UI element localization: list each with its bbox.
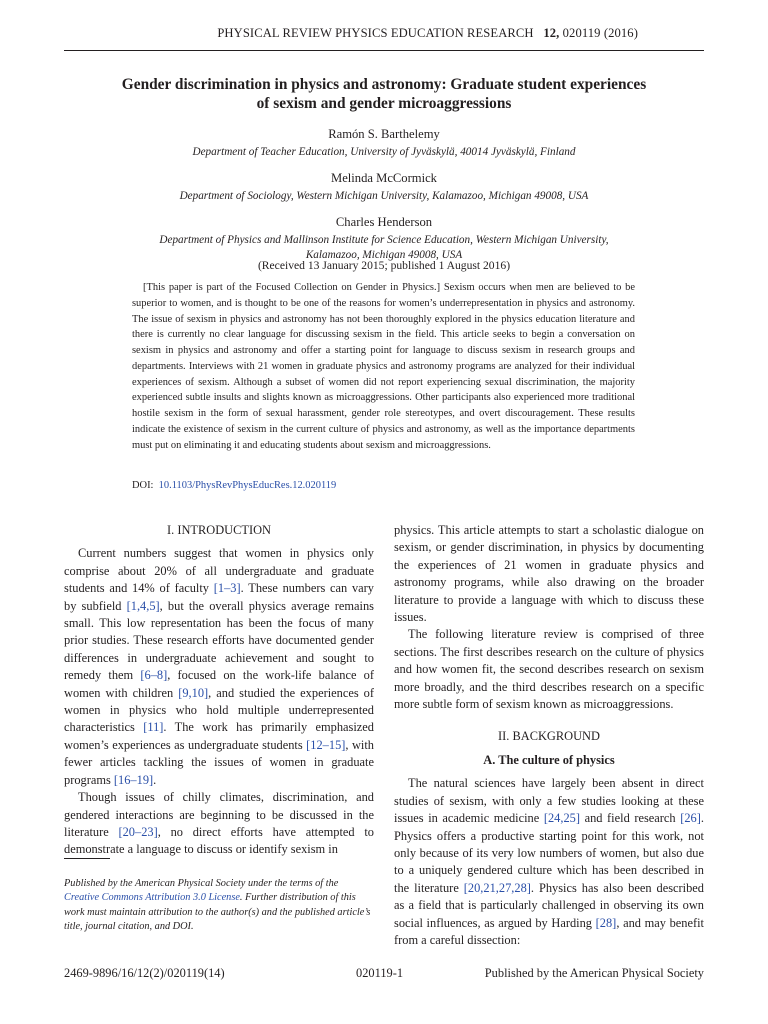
culture-paragraph — [394, 775, 704, 949]
intro-continuation: physics. This article attempts to start a scholastic dialogue on sexism, or gender discrimination, in physics by documenting the experiences of 21 women in graduate physics and astronomy programs, while also drawing on the broader literature to provide a language with which to discuss these issues. — [394, 523, 704, 625]
subsection-heading-culture: A. The culture of physics — [483, 752, 615, 767]
section-heading-introduction: I. INTRODUCTION — [167, 523, 271, 537]
footnote-rule — [64, 858, 110, 859]
reference-link[interactable]: [6–8] — [140, 668, 168, 683]
author-name: Ramón S. Barthelemy — [328, 127, 440, 141]
received-dates: (Received 13 January 2015; published 1 August 2016) — [257, 259, 511, 272]
body-text: The natural sciences have largely been absent in direct studies of sexism, with only a few studies looking at these issues in academic medicine — [394, 776, 704, 826]
section-heading-background: II. BACKGROUND — [498, 729, 600, 744]
author-name: Charles Henderson — [335, 215, 433, 229]
doi-link[interactable]: 10.1103/PhysRevPhysEducRes.12.020119 — [158, 480, 337, 491]
author-name: Melinda McCormick — [331, 171, 437, 185]
journal-name: PHYSICAL REVIEW PHYSICS EDUCATION RESEARCH — [217, 26, 534, 40]
body-text: Published by the American Physical Society under the terms of the — [64, 878, 339, 889]
reference-link[interactable]: [28] — [595, 915, 617, 930]
reference-link[interactable]: [9,10] — [178, 685, 209, 700]
intro-paragraph — [64, 789, 374, 859]
reference-link[interactable]: Creative Commons Attribution 3.0 License — [64, 892, 240, 904]
body-text: , with fewer articles tackling the issues of women in graduate programs — [64, 737, 374, 787]
body-text: , focused on the work-life balance of women with children — [64, 668, 375, 700]
body-text: . The work has primarily emphasized women’s experiences as undergraduate students — [64, 720, 374, 752]
reference-link[interactable]: [1,4,5] — [126, 598, 160, 613]
body-text: . Physics has also been described as a field that is particularly challenged in observing its own social influences, as argued by Harding — [394, 880, 704, 930]
doi-label: DOI: — [132, 480, 154, 491]
body-text: . Further distribution of this work must maintain attribution to the author(s) and the published article’s title, journal citation, and DOI. — [64, 892, 371, 932]
abstract — [132, 280, 635, 453]
abstract-text: [This paper is part of the Focused Collection on Gender in Physics.] Sexism occurs when men are believed to be superior to women, and is thought to be one of the reasons for women’s underrepresentation in physics and astronomy. The issue of sexism in physics and astronomy has not been thoroughly explored in the physics education literature and there is currently no clear language for discussing sexism in the field. This article seeks to begin a conversation on sexism in physics and astronomy and offer a starting point for language to discuss sexism in research groups and departments. Interviews with 21 women in graduate physics and astronomy programs are analyzed for their individual experiences of sexism. Although a subset of women did not report experiencing sexual discrimination, the majority experienced subtle insults and slights known as microaggressions. Other participants also experienced more traditional hostile sexism in the form of sexual harassment, gender role stereotypes, and overt discouragement. These results indicate the existence of sexism in the current culture of physics and astronomy, as well as the importance departments must put on eliminating it and educating students about sexism and microaggressions. — [132, 282, 635, 451]
review-paragraph: The following literature review is comprised of three sections. The first describes research on the culture of physics and how women fit, the second describes research on sexism more broadly, and the third describes research on a specific more subtle form of sexism known as microaggressions. — [394, 627, 704, 712]
body-text: , and may benefit from a careful dissection: — [394, 915, 704, 947]
article-info: 020119 (2016) — [562, 26, 638, 40]
reference-link[interactable]: [11] — [143, 720, 164, 735]
reference-link[interactable]: [16–19] — [113, 772, 154, 787]
doi-line — [132, 480, 336, 491]
reference-link[interactable]: [12–15] — [306, 737, 346, 752]
body-text: . These numbers can vary by subfield — [64, 581, 375, 613]
reference-link[interactable]: [20,21,27,28] — [463, 880, 531, 895]
author-affiliation: Department of Physics and Mallinson Institute for Science Education, Western Michigan University, Kalamazoo, Michigan 49008, USA — [159, 234, 609, 261]
reference-link[interactable]: [20–23] — [118, 824, 158, 839]
body-text: Current numbers suggest that women in physics only comprise about 20% of all undergraduate and graduate students and 14% of faculty — [64, 546, 374, 596]
left-column — [64, 522, 374, 859]
header-rule — [64, 50, 704, 51]
volume-number: 12, — [543, 26, 560, 40]
footer-publisher: Published by the American Physical Society — [484, 966, 704, 980]
body-text: , but the overall physics average remains small. This low representation has been the focus of many prior studies. These research efforts have documented gender differences in undergraduate achievement and sought to remedy them — [64, 598, 374, 683]
body-text: , and studied the experiences of women in physics who hold multiple underrepresented characteristics — [64, 685, 375, 735]
body-text: . — [153, 772, 157, 787]
intro-paragraph — [64, 545, 374, 789]
body-text: , no direct efforts have attempted to demonstrate a language to discuss or identify sexism in — [64, 824, 374, 857]
body-text: . Physics offers a productive starting point for this work, not only because of its very low numbers of women, but also due to a uniquely gendered culture which has been described in the literature — [394, 811, 704, 895]
right-column — [394, 522, 704, 949]
footer-issn: 2469-9896/16/12(2)/020119(14) — [64, 966, 225, 980]
paper-title: Gender discrimination in physics and astronomy: Graduate student experiences of sexism and gender microaggressions — [121, 76, 647, 112]
body-text: Though issues of chilly climates, discrimination, and gendered interactions are beginning to be discussed in the literature — [64, 790, 374, 839]
license-footnote — [64, 877, 374, 934]
reference-link[interactable]: [26] — [680, 811, 701, 826]
author-affiliation: Department of Sociology, Western Michigan University, Kalamazoo, Michigan 49008, USA — [179, 190, 589, 202]
reference-link[interactable]: [1–3] — [213, 581, 241, 596]
footer-page-number: 020119-1 — [356, 966, 404, 980]
author-affiliation: Department of Teacher Education, University of Jyväskylä, 40014 Jyväskylä, Finland — [192, 146, 576, 158]
body-text: and field research — [579, 811, 681, 826]
running-header — [64, 26, 704, 41]
reference-link[interactable]: [24,25] — [543, 811, 580, 826]
